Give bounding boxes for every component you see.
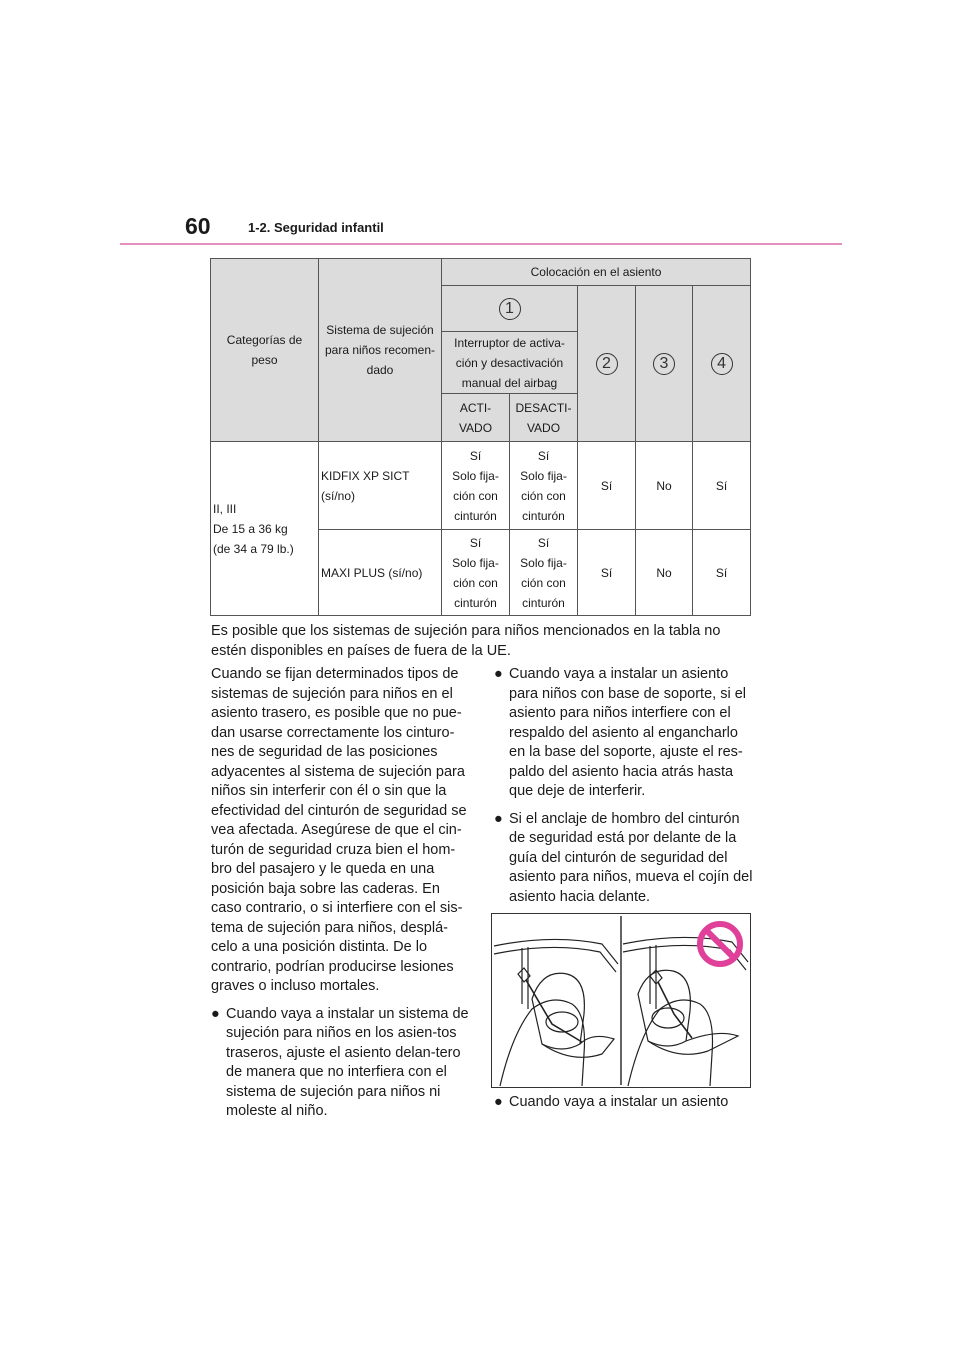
header-activado: ACTI-VADO xyxy=(442,394,510,442)
kidfix-activado-cell: Sí Solo fija- ción con cinturón xyxy=(442,442,510,530)
bullet-install-seat xyxy=(494,1093,771,1113)
system-kidfix-cell: KIDFIX XP SICT (sí/no) xyxy=(319,442,442,530)
bullet-text: Cuando vaya a instalar un asiento para niños con base de soporte, si el asiento para niños interfiere con el respaldo del asiento al engancharlo en la base del soporte, ajuste el res-paldo del asiento hacia atrás hasta que deje de interferir. xyxy=(509,666,746,799)
car-seat-illustration xyxy=(492,914,750,1087)
kidfix-desactivado-cell: Sí Solo fija- ción con cinturón xyxy=(510,442,578,530)
header-restraint-system: Sistema de sujeción para niños recomen-dado xyxy=(319,259,442,442)
bullet-icon: ● xyxy=(494,666,503,682)
seat-3-marker: 3 xyxy=(653,353,675,375)
header-rule xyxy=(120,243,842,245)
maxiplus-seat2-cell: Sí xyxy=(578,530,636,616)
bullet-text: Si el anclaje de hombro del cinturón de seguridad está por delante de la guía del cinturón de seguridad del asiento para niños, mueva el cojín del asiento hacia delante. xyxy=(509,810,753,905)
kidfix-seat2-cell: Sí xyxy=(578,442,636,530)
bullet-text: Cuando vaya a instalar un sistema de sujeción para niños en los asien-tos traseros, ajuste el asiento delan-tero de manera que no interfiera con el sistema de sujeción para niños ni moleste al niño. xyxy=(226,1005,469,1119)
header-desactivado: DESACTI-VADO xyxy=(510,394,578,442)
header-airbag-switch: Interruptor de activa-ción y desactivación manual del airbag xyxy=(442,332,578,394)
header-seat-placement: Colocación en el asiento xyxy=(442,259,751,286)
bullet-support-base xyxy=(494,665,756,802)
bullet-icon: ● xyxy=(494,810,503,827)
maxiplus-seat3-cell: No xyxy=(636,530,693,616)
bullet-front-seat xyxy=(211,1005,473,1122)
weight-category-cell: II, III De 15 a 36 kg (de 34 a 79 lb.) xyxy=(211,442,319,616)
right-column xyxy=(494,665,756,915)
page-number: 60 xyxy=(185,213,211,239)
seat-compatibility-table xyxy=(210,258,751,616)
seat-1-marker: 1 xyxy=(499,298,521,320)
bullet-icon: ● xyxy=(494,1094,503,1110)
seat-belt-illustration xyxy=(491,913,751,1088)
maxiplus-activado-cell: Sí Solo fija- ción con cinturón xyxy=(442,530,510,616)
kidfix-seat3-cell: No xyxy=(636,442,693,530)
maxiplus-desactivado-cell: Sí Solo fija- ción con cinturón xyxy=(510,530,578,616)
system-maxiplus-cell: MAXI PLUS (sí/no) xyxy=(319,530,442,616)
availability-note: Es posible que los sistemas de sujeción para niños mencionados en la tabla no estén disponibles en países de fuera de la UE. xyxy=(211,623,721,659)
bullet-text: Cuando vaya a instalar un asiento xyxy=(509,1094,729,1110)
maxiplus-seat4-cell: Sí xyxy=(693,530,751,616)
kidfix-seat4-cell: Sí xyxy=(693,442,751,530)
seat-4-marker: 4 xyxy=(711,353,733,375)
left-column xyxy=(211,665,473,1130)
bullet-shoulder-anchor xyxy=(494,810,756,908)
body-paragraph: Cuando se fijan determinados tipos de sistemas de sujeción para niños en el asiento trasero, es posible que no pue-dan usarse correctamente los cinturo-nes de seguridad de las posiciones adyacentes al sistema de sujeción para niños sin interferir con él o sin que la efectividad del cinturón de seguridad se vea afectada. Asegúrese de que el cin-turón de seguridad cruza bien el hom-bro del pasajero y le queda en una posición baja sobre las caderas. En caso contrario, o si interfiere con el sis-tema de sujeción para niños, desplá-celo a una posición distinta. De lo contrario, podrían producirse lesiones graves o incluso mortales. xyxy=(211,666,467,994)
section-title: 1-2. Seguridad infantil xyxy=(248,220,384,235)
header-weight-category: Categorías de peso xyxy=(211,259,319,442)
seat-2-marker: 2 xyxy=(596,353,618,375)
bullet-icon: ● xyxy=(211,1005,220,1022)
